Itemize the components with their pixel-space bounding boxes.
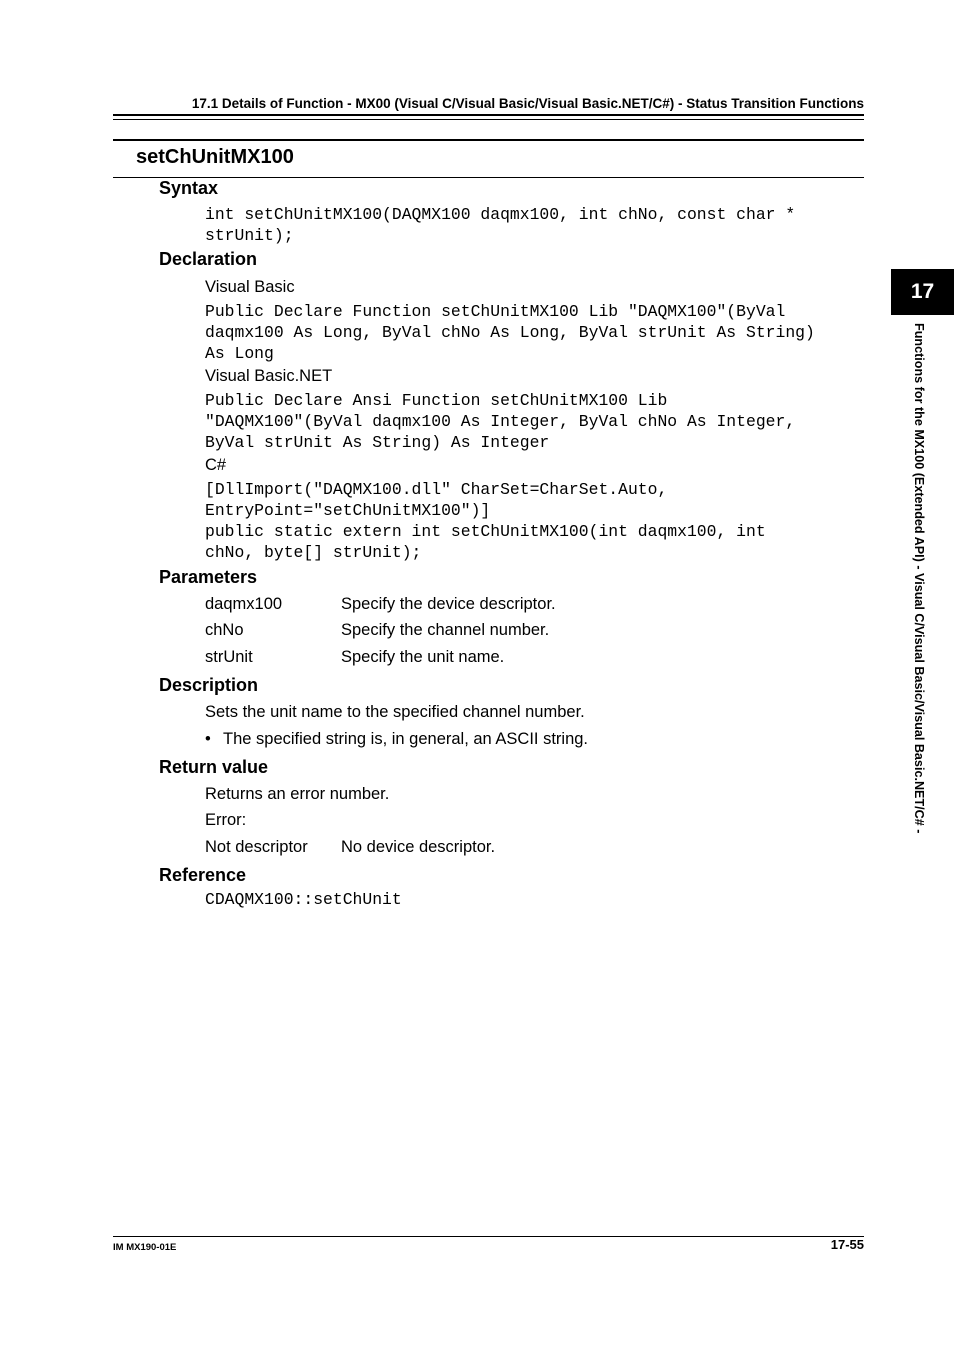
footer-page-number: 17-55 [830, 1237, 864, 1252]
chapter-side-title: Functions for the MX100 (Extended API) - Visual C/Visual Basic/Visual Basic.NET/C# - [912, 323, 926, 834]
cs-label: C# [205, 456, 227, 474]
return-value-heading: Return value [159, 757, 269, 777]
vb-label: Visual Basic [205, 278, 295, 296]
return-value-text: Returns an error number. [205, 785, 390, 803]
bullet-marker: • [205, 730, 211, 748]
vbnet-label: Visual Basic.NET [205, 367, 333, 385]
cs-code: [DllImport("DAQMX100.dll" CharSet=CharSet.Auto, EntryPoint="setChUnitMX100")] public static extern int setChUnitMX100(int daqmx100, int chNo, byte[] strUnit); [205, 480, 766, 562]
header-rule-bottom [113, 119, 864, 120]
function-title-rule-top [113, 139, 864, 141]
error-name: Not descriptor [205, 838, 308, 856]
error-label: Error: [205, 811, 247, 829]
declaration-heading: Declaration [159, 249, 258, 269]
reference-code: CDAQMX100::setChUnit [205, 890, 402, 909]
syntax-heading: Syntax [159, 178, 219, 198]
function-title: setChUnitMX100 [136, 146, 294, 168]
reference-heading: Reference [159, 865, 247, 885]
footer-doc-id: IM MX190-01E [113, 1242, 177, 1253]
param-name: strUnit [205, 648, 253, 666]
page-header-title: 17.1 Details of Function - MX00 (Visual C/Visual Basic/Visual Basic.NET/C#) - Status Transition Functions [191, 96, 864, 111]
description-bullet: The specified string is, in general, an ASCII string. [223, 730, 589, 748]
vbnet-code: Public Declare Ansi Function setChUnitMX100 Lib "DAQMX100"(ByVal daqmx100 As Integer, ByVal chNo As Integer, ByVal strUnit As String) As Integer [205, 391, 796, 452]
description-text: Sets the unit name to the specified channel number. [205, 703, 585, 721]
function-title-rule-bottom [113, 177, 864, 178]
chapter-tab: 17 [891, 269, 954, 315]
param-desc: Specify the device descriptor. [341, 595, 556, 613]
param-name: chNo [205, 621, 244, 639]
header-rule-top [113, 114, 864, 116]
error-desc: No device descriptor. [341, 838, 496, 856]
description-heading: Description [159, 675, 259, 695]
param-desc: Specify the channel number. [341, 621, 550, 639]
param-desc: Specify the unit name. [341, 648, 505, 666]
syntax-code: int setChUnitMX100(DAQMX100 daqmx100, int chNo, const char * strUnit); [205, 205, 796, 245]
footer-rule [113, 1236, 864, 1237]
vb-code: Public Declare Function setChUnitMX100 Lib "DAQMX100"(ByVal daqmx100 As Long, ByVal chNo As Long, ByVal strUnit As String) As Long [205, 302, 815, 363]
param-name: daqmx100 [205, 595, 283, 613]
parameters-heading: Parameters [159, 567, 258, 587]
